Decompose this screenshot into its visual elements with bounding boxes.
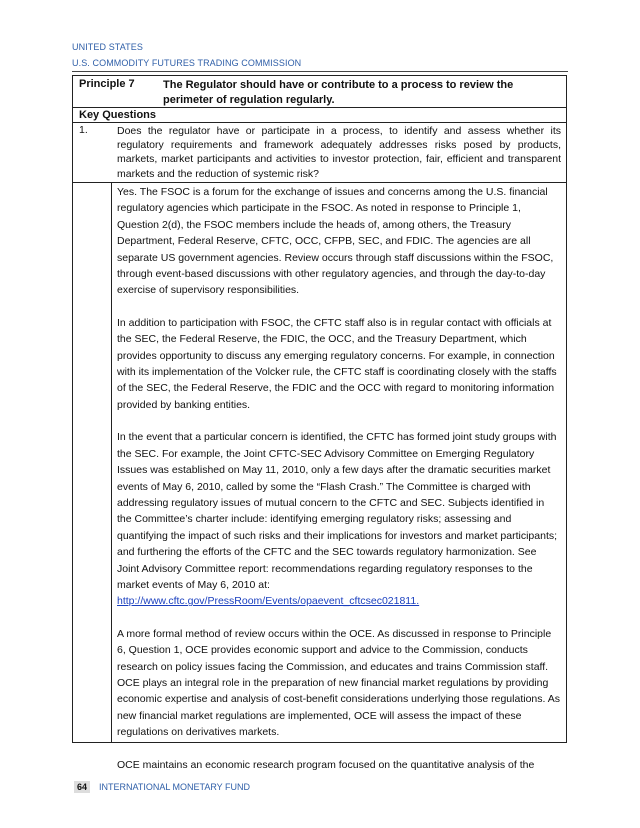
header-agency: U.S. COMMODITY FUTURES TRADING COMMISSION bbox=[72, 58, 302, 68]
column-divider bbox=[111, 182, 112, 742]
footer-organization: INTERNATIONAL MONETARY FUND bbox=[99, 782, 251, 792]
table-divider bbox=[73, 107, 566, 108]
header-divider bbox=[72, 71, 568, 72]
answer-paragraph-text: In the event that a particular concern is identified, the CFTC has formed joint study groups with the SEC. For example, the Joint CFTC-SEC Advisory Committee on Emerging Regulatory Issues was established on May 11, 2010, only a few days after the dramatic securities market events of May 6, 2010, called by some the “Flash Crash.” The Committee is charged with addressing regulatory issues of mutual concern to the CFTC and SEC. Subjects identified in the Committee’s charter include: identifying emerging regulatory risks; assessing and quantifying the impact of such risks and their implications for investors and market participants; and furthering the efforts of the CFTC and the SEC towards regulatory harmonization. See Joint Advisory Committee report: recommendations regarding regulatory responses to the market events of May 6, 2010 at: bbox=[117, 431, 558, 591]
header-country: UNITED STATES bbox=[72, 42, 143, 52]
answer-paragraph bbox=[117, 315, 560, 413]
answer-paragraph: Yes. The FSOC is a forum for the exchange of issues and concerns among the U.S. financial regulatory agencies which participate in the FSOC. As noted in response to Principle 1, Question 2(d), the FSOC members include the heads of, among others, the Treasury Department, Federal Reserve, CFTC, OCC, CFPB, SEC, and FDIC. The agencies are all separate US government agencies. Review occurs through staff discussions within the FSOC, through event-based discussions with other regulatory agencies, and through the day-to-day exercise of supervisory responsibilities. bbox=[117, 186, 554, 297]
principle-title: The Regulator should have or contribute to a process to review the perimeter of regulation regularly. bbox=[163, 79, 514, 106]
table-divider bbox=[73, 182, 566, 183]
answer-paragraph-text: In addition to participation with FSOC, the CFTC staff also is in regular contact with officials at the SEC, the Federal Reserve, the FDIC, the OCC, and the Treasury Department, which provides opportunity to discuss any emerging regulatory concerns. For example, in connection with its implementation of the Volcker rule, the CFTC staff is coordinating closely with the staffs of the SEC, the Federal Reserve, the FDIC and the OCC with regard to monitoring information provided by banking entities. bbox=[117, 316, 557, 411]
answer-paragraph bbox=[117, 429, 560, 609]
answer-body bbox=[117, 184, 560, 789]
question-number: 1. bbox=[79, 124, 88, 136]
table-divider bbox=[73, 122, 566, 123]
answer-paragraph: A more formal method of review occurs within the OCE. As discussed in response to Principle 6, Question 1, OCE provides economic support and advice to the Commission, conducts research on policy issues facing the Commission, and educates and trains Commission staff. OCE plays an integral role in the preparation of new financial market regulations by providing economic expertise and analysis of cost-benefit considerations underlying those regulations. As new financial market regulations are implemented, OCE will assess the impact of these regulations on derivatives markets. bbox=[117, 627, 561, 739]
answer-paragraph: OCE maintains an economic research program focused on the quantitative analysis of the bbox=[117, 758, 535, 771]
key-questions-heading: Key Questions bbox=[79, 109, 157, 121]
principle-label: Principle 7 bbox=[79, 78, 135, 90]
page-number: 64 bbox=[74, 781, 90, 793]
principle-table bbox=[72, 75, 567, 771]
question-text: Does the regulator have or participate in a process, to identify and assess whether its regulatory requirements and framework adequately addresses risks posed by products, markets, market participants and activities to investor protection, fair, efficient and transparent markets and the reduction of systemic risk? bbox=[117, 125, 561, 180]
report-link[interactable]: http://www.cftc.gov/PressRoom/Events/opaevent_cftcsec021811. bbox=[117, 595, 420, 608]
